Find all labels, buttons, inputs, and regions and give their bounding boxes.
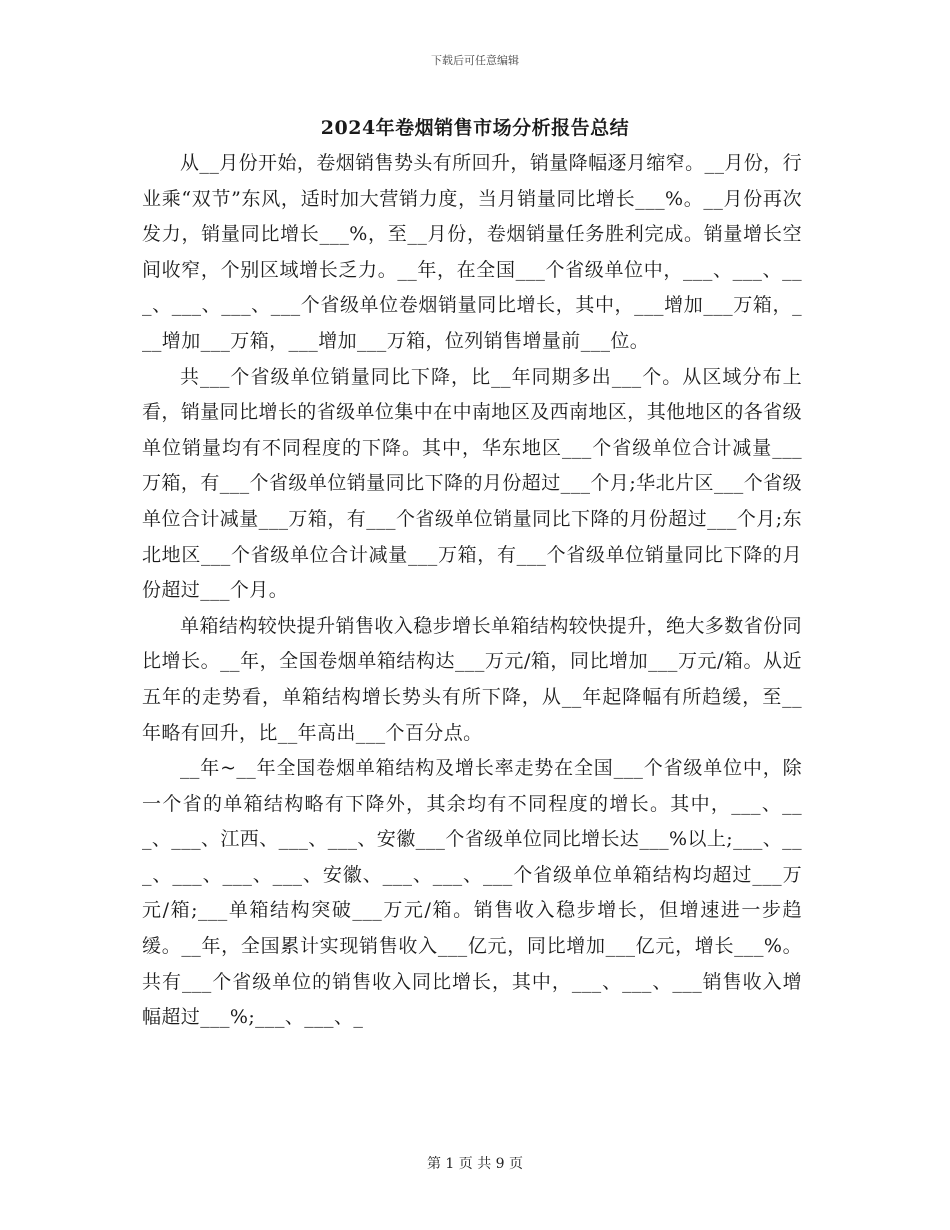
paragraph-2: 共___个省级单位销量同比下降，比__年同期多出___个。从区域分布上看，销量同比增长的省级单位集中在中南地区及西南地区，其他地区的各省级单位销量均有不同程度的下降。其中，华东地区___个省级单位合计减量___万箱，有___个省级单位销量同比下降的月份超过___个月;华北片区___个省级单位合计减量___万箱，有___个省级单位销量同比下降的月份超过___个月;东北地区___个省级单位合计减量___万箱，有___个省级单位销量同比下降的月份超过___个月。 xyxy=(142,365,802,602)
document-body xyxy=(142,146,802,1036)
page-header-note: 下载后可任意编辑 xyxy=(431,54,519,67)
paragraph-4: __年~__年全国卷烟单箱结构及增长率走势在全国___个省级单位中，除一个省的单箱结构略有下降外，其余均有不同程度的增长。其中，___、___、___、江西、___、___、安徽___个省级单位同比增长达___%以上;___、___、___、___、___、安徽、___、___、___个省级单位单箱结构均超过___万元/箱;___单箱结构突破___万元/箱。销售收入稳步增长，但增速进一步趋缓。__年，全国累计实现销售收入___亿元，同比增加___亿元，增长___%。共有___个省级单位的销售收入同比增长，其中，___、___、___销售收入增幅超过___%;___、___、_ xyxy=(142,757,802,1029)
paragraph-1: 从__月份开始，卷烟销售势头有所回升，销量降幅逐月缩窄。__月份，行业乘“双节”东风，适时加大营销力度，当月销量同比增长___%。__月份再次发力，销量同比增长___%，至__月份，卷烟销量任务胜利完成。销量增长空间收窄，个别区域增长乏力。__年，在全国___个省级单位中，___、___、___、___、___、___个省级单位卷烟销量同比增长，其中，___增加___万箱，___增加___万箱，___增加___万箱，位列销售增量前___位。 xyxy=(142,152,802,352)
page-number-footer: 第 1 页 共 9 页 xyxy=(426,1156,524,1172)
paragraph-3: 单箱结构较快提升销售收入稳步增长单箱结构较快提升，绝大多数省份同比增长。__年，全国卷烟单箱结构达___万元/箱，同比增加___万元/箱。从近五年的走势看，单箱结构增长势头有所下降，从__年起降幅有所趋缓，至__年略有回升，比__年高出___个百分点。 xyxy=(142,614,802,744)
document-title: 2024年卷烟销售市场分析报告总结 xyxy=(320,117,630,139)
